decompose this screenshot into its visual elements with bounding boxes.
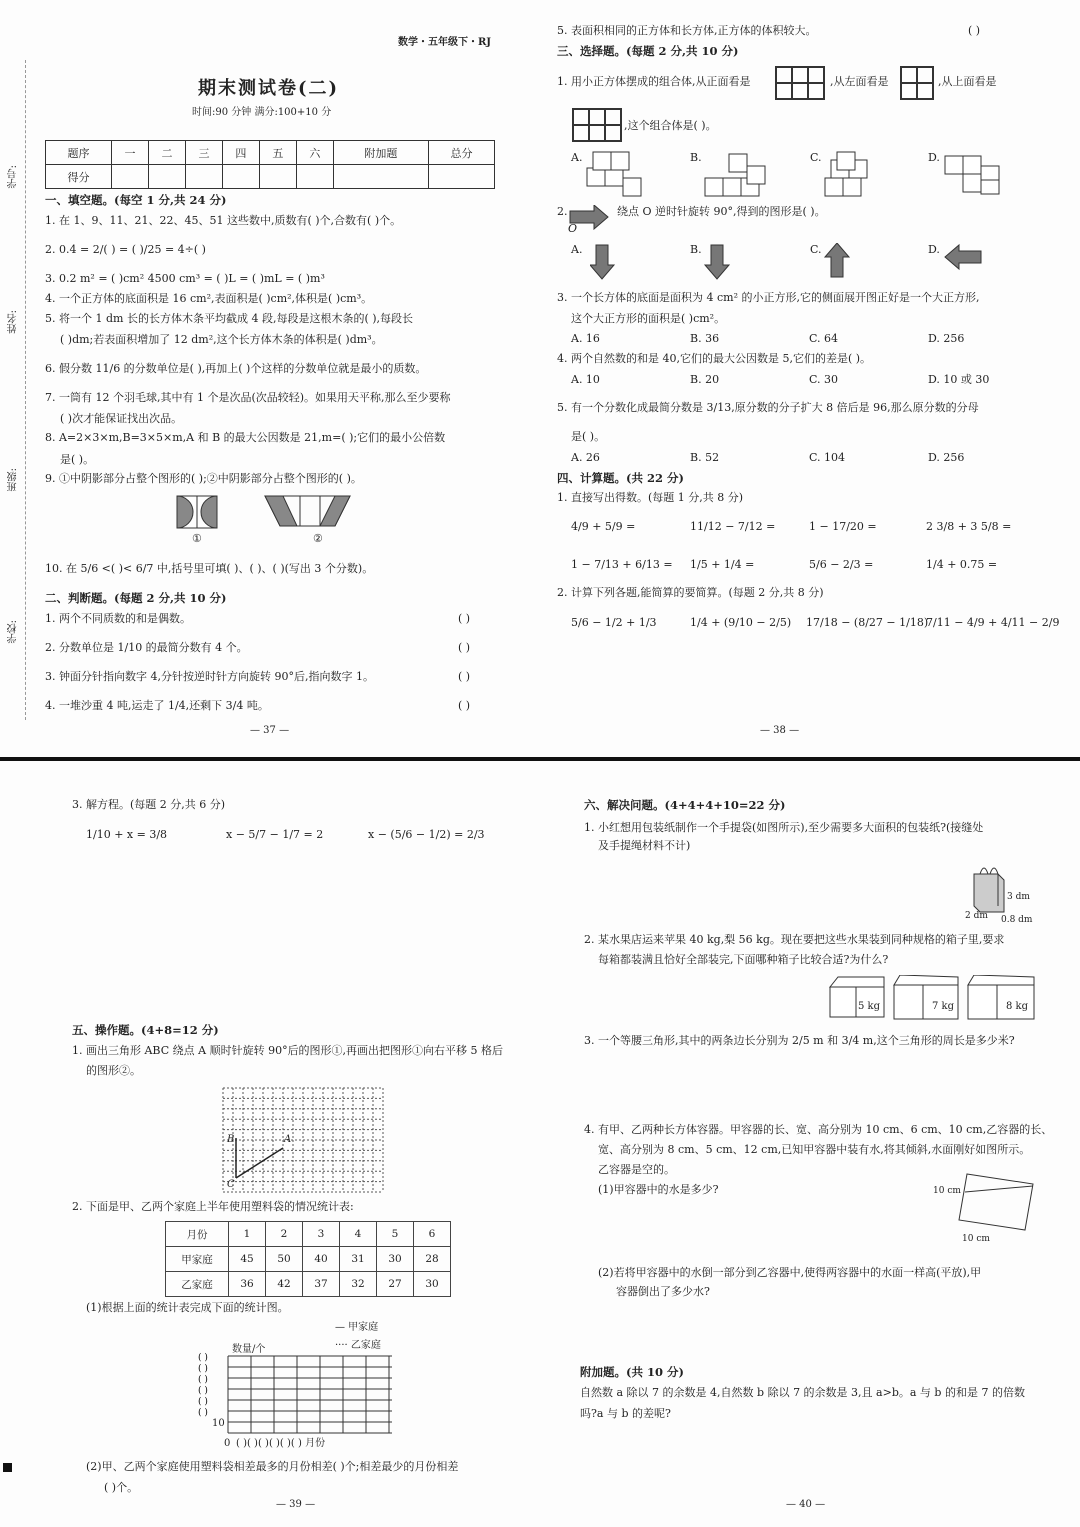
y-axis-label: 数量/个 bbox=[232, 1344, 266, 1355]
y-tick: 10 bbox=[212, 1418, 225, 1429]
section-heading: 四、计算题。(共 22 分) bbox=[557, 471, 684, 485]
section-heading: 二、判断题。(每题 2 分,共 10 分) bbox=[45, 591, 227, 605]
question: 1. 小红想用包装纸制作一个手提袋(如图所示),至少需要多大面积的包装纸?(接缝处 bbox=[584, 821, 984, 834]
option[interactable]: D. bbox=[928, 151, 940, 164]
option[interactable]: D. bbox=[928, 243, 940, 256]
question: 乙容器是空的。 bbox=[598, 1163, 675, 1176]
calc-item: 1 − 7/13 + 6/13 = bbox=[571, 558, 673, 571]
cell: 4 bbox=[340, 1222, 377, 1247]
cell: 得分 bbox=[46, 165, 112, 189]
point-label: B bbox=[227, 1134, 235, 1145]
box-label: 7 kg bbox=[932, 1001, 955, 1012]
answer-paren[interactable]: ( ) bbox=[968, 24, 981, 37]
option[interactable]: A. 26 bbox=[571, 451, 600, 464]
option[interactable]: C. bbox=[810, 243, 822, 256]
calc-item: 5/6 − 2/3 = bbox=[809, 558, 874, 571]
question: 4. 一个正方体的底面积是 16 cm²,表面积是( )cm²,体积是( )cm³。 bbox=[45, 292, 373, 305]
question: ,从左面看是 bbox=[830, 75, 889, 88]
option[interactable]: C. 104 bbox=[809, 451, 846, 464]
cell[interactable] bbox=[185, 165, 222, 189]
calc-item: 5/6 − 1/2 + 1/3 bbox=[571, 616, 657, 629]
y-tick-blank: ( ) bbox=[198, 1397, 208, 1407]
cell: 40 bbox=[303, 1247, 340, 1272]
option[interactable]: B. 36 bbox=[690, 332, 720, 345]
x-axis-label: ( )( )( )( )( )( ) 月份 bbox=[236, 1438, 326, 1449]
question: 是( )。 bbox=[60, 453, 95, 466]
calc-item: 7/11 − 4/9 + 4/11 − 2/9 bbox=[926, 616, 1060, 629]
answer-paren[interactable]: ( ) bbox=[458, 699, 471, 712]
dimension-label: 0.8 dm bbox=[1001, 915, 1033, 925]
dimension-label: 10 cm bbox=[962, 1234, 990, 1244]
question: 5. 将一个 1 dm 长的长方体木条平均截成 4 段,每段是这根木条的( ),每段长 bbox=[45, 312, 414, 325]
shaded-figures bbox=[175, 494, 355, 534]
cell: 27 bbox=[377, 1272, 414, 1297]
cell: 31 bbox=[340, 1247, 377, 1272]
cube-figures bbox=[585, 150, 1015, 200]
question: 及手提绳材料不计) bbox=[598, 839, 691, 852]
question: 2. 某水果店运来苹果 40 kg,梨 56 kg。现在要把这些水果装到同种规格的箱子里,要求 bbox=[584, 933, 1005, 946]
front-view-grid bbox=[775, 66, 825, 100]
question-number: 2. bbox=[557, 205, 568, 218]
cell[interactable] bbox=[333, 165, 428, 189]
question: 9. ①中阴影部分占整个图形的( );②中阴影部分占整个图形的( )。 bbox=[45, 472, 362, 485]
sub-question: ( )个。 bbox=[104, 1481, 139, 1494]
question: 5. 有一个分数化成最简分数是 3/13,原分数的分子扩大 8 倍后是 96,那么原分数的分母 bbox=[557, 401, 979, 414]
cell[interactable] bbox=[222, 165, 259, 189]
y-tick-blank: ( ) bbox=[198, 1353, 208, 1363]
question: ,从上面看是 bbox=[938, 75, 997, 88]
binding-line bbox=[25, 60, 26, 720]
answer-paren[interactable]: ( ) bbox=[458, 612, 471, 625]
judge-question: 3. 钟面分针指向数字 4,分针按逆时针方向旋转 90°后,指向数字 1。 bbox=[45, 670, 374, 683]
question: 10. 在 5/6 <( )< 6/7 中,括号里可填( )、( )、( )(写出 3 个分数)。 bbox=[45, 562, 374, 575]
cell: 5 bbox=[377, 1222, 414, 1247]
calc-item: 1/4 + (9/10 − 2/5) bbox=[690, 616, 792, 629]
question: 每箱都装满且恰好全部装完,下面哪种箱子比较合适?为什么? bbox=[598, 953, 889, 966]
page-number: — 40 — bbox=[786, 1499, 826, 1510]
cell: 乙家庭 bbox=[166, 1272, 229, 1297]
cell: 三 bbox=[185, 141, 222, 165]
option[interactable]: D. 10 或 30 bbox=[928, 373, 990, 386]
question: 2. 下面是甲、乙两个家庭上半年使用塑料袋的情况统计表: bbox=[72, 1200, 354, 1213]
sub-question: 容器倒出了多少水? bbox=[616, 1285, 710, 1298]
judge-question: 5. 表面积相同的正方体和长方体,正方体的体积较大。 bbox=[557, 24, 817, 37]
dimension-label: 2 dm bbox=[965, 911, 988, 921]
cell: 五 bbox=[259, 141, 296, 165]
score-table bbox=[45, 140, 495, 189]
page-number: — 37 — bbox=[250, 725, 290, 736]
left-view-grid bbox=[900, 66, 934, 100]
cell: 30 bbox=[377, 1247, 414, 1272]
answer-paren[interactable]: ( ) bbox=[458, 670, 471, 683]
option[interactable]: A. 10 bbox=[571, 373, 600, 386]
question: 1. 画出三角形 ABC 绕点 A 顺时针旋转 90°后的图形①,再画出把图形①向右平移 5 格后 bbox=[72, 1044, 504, 1057]
section-heading: 六、解决问题。(4+4+4+10=22 分) bbox=[584, 798, 786, 812]
page-divider bbox=[0, 757, 1080, 761]
cell: 总分 bbox=[428, 141, 494, 165]
figure-label: ① bbox=[192, 532, 202, 545]
cell: 30 bbox=[414, 1272, 451, 1297]
option[interactable]: C. 64 bbox=[809, 332, 839, 345]
equation: x − 5/7 − 1/7 = 2 bbox=[226, 828, 324, 841]
y-tick-blank: ( ) bbox=[198, 1364, 208, 1374]
sub-question: (2)甲、乙两个家庭使用塑料袋相差最多的月份相差( )个;相差最少的月份相差 bbox=[86, 1460, 459, 1473]
y-tick-blank: ( ) bbox=[198, 1408, 208, 1418]
cell[interactable] bbox=[112, 165, 149, 189]
equation: 1/10 + x = 3/8 bbox=[86, 828, 168, 841]
rotated-arrow-options bbox=[590, 243, 1020, 283]
cell[interactable] bbox=[296, 165, 333, 189]
question: ( )dm;若表面积增加了 12 dm²,这个长方体木条的体积是( )dm³。 bbox=[60, 333, 383, 346]
cell: 二 bbox=[148, 141, 185, 165]
option[interactable]: B. 52 bbox=[690, 451, 720, 464]
subtitle: 时间:90 分钟 满分:100+10 分 bbox=[192, 107, 332, 118]
side-label: 学号: bbox=[8, 165, 19, 189]
legend-item: ···· 乙家庭 bbox=[335, 1340, 381, 1351]
question: 的图形②。 bbox=[86, 1064, 141, 1077]
empty-chart-grid bbox=[196, 1350, 396, 1440]
judge-question: 2. 分数单位是 1/10 的最简分数有 4 个。 bbox=[45, 641, 248, 654]
cell: 37 bbox=[303, 1272, 340, 1297]
figure-label: ② bbox=[313, 532, 323, 545]
calc-item: 11/12 − 7/12 = bbox=[690, 520, 776, 533]
side-label: 学校: bbox=[8, 620, 19, 644]
header: 数学・五年级下・RJ bbox=[398, 37, 492, 48]
dotted-grid bbox=[221, 1086, 385, 1194]
question: 3. 一个长方体的底面是面积为 4 cm² 的小正方形,它的侧面展开图正好是一个大正方形, bbox=[557, 291, 980, 304]
cell: 3 bbox=[303, 1222, 340, 1247]
question: 7. 一筒有 12 个羽毛球,其中有 1 个是次品(次品较轻)。如果用天平称,那么至少要称 bbox=[45, 391, 451, 404]
page-number: — 38 — bbox=[760, 725, 800, 736]
y-tick-blank: ( ) bbox=[198, 1386, 208, 1396]
calc-item: 1 − 17/20 = bbox=[809, 520, 877, 533]
top-view-grid bbox=[572, 108, 622, 142]
cell[interactable] bbox=[428, 165, 494, 189]
scan-mark bbox=[3, 1463, 12, 1472]
cell: 六 bbox=[296, 141, 333, 165]
cell: 42 bbox=[266, 1272, 303, 1297]
y-tick-blank: ( ) bbox=[198, 1375, 208, 1385]
legend-item: — 甲家庭 bbox=[335, 1322, 379, 1333]
question: 8. A=2×3×m,B=3×5×m,A 和 B 的最大公因数是 21,m=( );它们的最小公倍数 bbox=[45, 431, 446, 444]
answer-paren[interactable]: ( ) bbox=[458, 641, 471, 654]
option[interactable]: B. 20 bbox=[690, 373, 720, 386]
question: 是( )。 bbox=[571, 430, 606, 443]
box-label: 8 kg bbox=[1006, 1001, 1029, 1012]
calc-item: 4/9 + 5/9 = bbox=[571, 520, 636, 533]
option[interactable]: C. 30 bbox=[809, 373, 839, 386]
option[interactable]: D. 256 bbox=[928, 451, 965, 464]
question: 自然数 a 除以 7 的余数是 4,自然数 b 除以 7 的余数是 3,且 a>b。a 与 b 的和是 7 的倍数 bbox=[580, 1386, 1025, 1399]
cell[interactable] bbox=[259, 165, 296, 189]
question: ,这个组合体是( )。 bbox=[624, 119, 717, 132]
dimension-label: 3 dm bbox=[1007, 892, 1030, 902]
question: 3. 解方程。(每题 2 分,共 6 分) bbox=[72, 798, 226, 811]
cell: 附加题 bbox=[333, 141, 428, 165]
question: 4. 有甲、乙两种长方体容器。甲容器的长、宽、高分别为 10 cm、6 cm、10 cm,乙容器的长、 bbox=[584, 1123, 1053, 1136]
cell: 50 bbox=[266, 1247, 303, 1272]
cell: 2 bbox=[266, 1222, 303, 1247]
side-label: 姓名: bbox=[8, 310, 19, 334]
cell: 45 bbox=[229, 1247, 266, 1272]
calc-item: 1/5 + 1/4 = bbox=[690, 558, 755, 571]
cell: 28 bbox=[414, 1247, 451, 1272]
question: 宽、高分别为 8 cm、5 cm、12 cm,已知甲容器中装有水,将其倾斜,水面刚好如图所示。 bbox=[598, 1143, 1031, 1156]
page-title: 期末测试卷(二) bbox=[198, 78, 340, 99]
cell: 一 bbox=[112, 141, 149, 165]
section-heading: 附加题。(共 10 分) bbox=[580, 1365, 684, 1379]
option[interactable]: B. bbox=[690, 243, 702, 256]
question: 1. 用小正方体摆成的组合体,从正面看是 bbox=[557, 75, 751, 88]
stats-table bbox=[165, 1221, 451, 1297]
cell: 1 bbox=[229, 1222, 266, 1247]
cell: 甲家庭 bbox=[166, 1247, 229, 1272]
cell: 6 bbox=[414, 1222, 451, 1247]
side-label: 班级: bbox=[8, 468, 19, 492]
option[interactable]: C. bbox=[810, 151, 822, 164]
sub-heading: 1. 直接写出得数。(每题 1 分,共 8 分) bbox=[557, 491, 744, 504]
cell: 题序 bbox=[46, 141, 112, 165]
sub-question: (1)根据上面的统计表完成下面的统计图。 bbox=[86, 1301, 289, 1314]
sub-question: (1)甲容器中的水是多少? bbox=[598, 1183, 719, 1196]
calc-item: 17/18 − (8/27 − 1/18) bbox=[806, 616, 929, 629]
calc-item: 1/4 + 0.75 = bbox=[926, 558, 998, 571]
question: 6. 假分数 11/6 的分数单位是( ),再加上( )个这样的分数单位就是最小的质数。 bbox=[45, 362, 427, 375]
point-o-label: O bbox=[568, 222, 578, 235]
section-heading: 五、操作题。(4+8=12 分) bbox=[72, 1023, 219, 1037]
question: 2. 0.4 = 2/( ) = ( )/25 = 4÷( ) bbox=[45, 243, 206, 256]
question: 4. 两个自然数的和是 40,它们的最大公因数是 5,它们的差是( )。 bbox=[557, 352, 872, 365]
option[interactable]: B. bbox=[690, 151, 702, 164]
origin-label: 0 bbox=[224, 1438, 231, 1449]
option[interactable]: A. bbox=[571, 151, 583, 164]
calc-item: 2 3/8 + 3 5/8 = bbox=[926, 520, 1012, 533]
page-number: — 39 — bbox=[276, 1499, 316, 1510]
option[interactable]: D. 256 bbox=[928, 332, 965, 345]
question: ( )次才能保证找出次品。 bbox=[60, 412, 183, 425]
sub-question: (2)若将甲容器中的水倒一部分到乙容器中,使得两容器中的水面一样高(平放),甲 bbox=[598, 1266, 982, 1279]
tilted-container-figure bbox=[955, 1172, 1035, 1234]
point-label: C bbox=[227, 1179, 235, 1190]
question: 3. 0.2 m² = ( )cm² 4500 cm³ = ( )L = ( )mL = ( )m³ bbox=[45, 272, 325, 285]
question: 1. 在 1、9、11、21、22、45、51 这些数中,质数有( )个,合数有( )个。 bbox=[45, 214, 402, 227]
sub-heading: 2. 计算下列各题,能简算的要简算。(每题 2 分,共 8 分) bbox=[557, 586, 824, 599]
question: 3. 一个等腰三角形,其中的两条边长分别为 2/5 m 和 3/4 m,这个三角形的周长是多少米? bbox=[584, 1034, 1015, 1047]
cell: 36 bbox=[229, 1272, 266, 1297]
dimension-label: 10 cm bbox=[933, 1186, 961, 1196]
section-heading: 一、填空题。(每空 1 分,共 24 分) bbox=[45, 193, 227, 207]
equation: x − (5/6 − 1/2) = 2/3 bbox=[368, 828, 485, 841]
box-label: 5 kg bbox=[858, 1001, 881, 1012]
option[interactable]: A. bbox=[571, 243, 583, 256]
cell: 四 bbox=[222, 141, 259, 165]
question: 吗?a 与 b 的差呢? bbox=[580, 1407, 671, 1420]
option[interactable]: A. 16 bbox=[571, 332, 600, 345]
point-label: A bbox=[284, 1134, 292, 1145]
section-heading: 三、选择题。(每题 2 分,共 10 分) bbox=[557, 44, 739, 58]
cell: 32 bbox=[340, 1272, 377, 1297]
question: 这个大正方形的面积是( )cm²。 bbox=[571, 312, 726, 325]
cell[interactable] bbox=[148, 165, 185, 189]
question: 绕点 O 逆时针旋转 90°,得到的图形是( )。 bbox=[617, 205, 826, 218]
judge-question: 4. 一堆沙重 4 吨,运走了 1/4,还剩下 3/4 吨。 bbox=[45, 699, 269, 712]
judge-question: 1. 两个不同质数的和是偶数。 bbox=[45, 612, 191, 625]
cell: 月份 bbox=[166, 1222, 229, 1247]
